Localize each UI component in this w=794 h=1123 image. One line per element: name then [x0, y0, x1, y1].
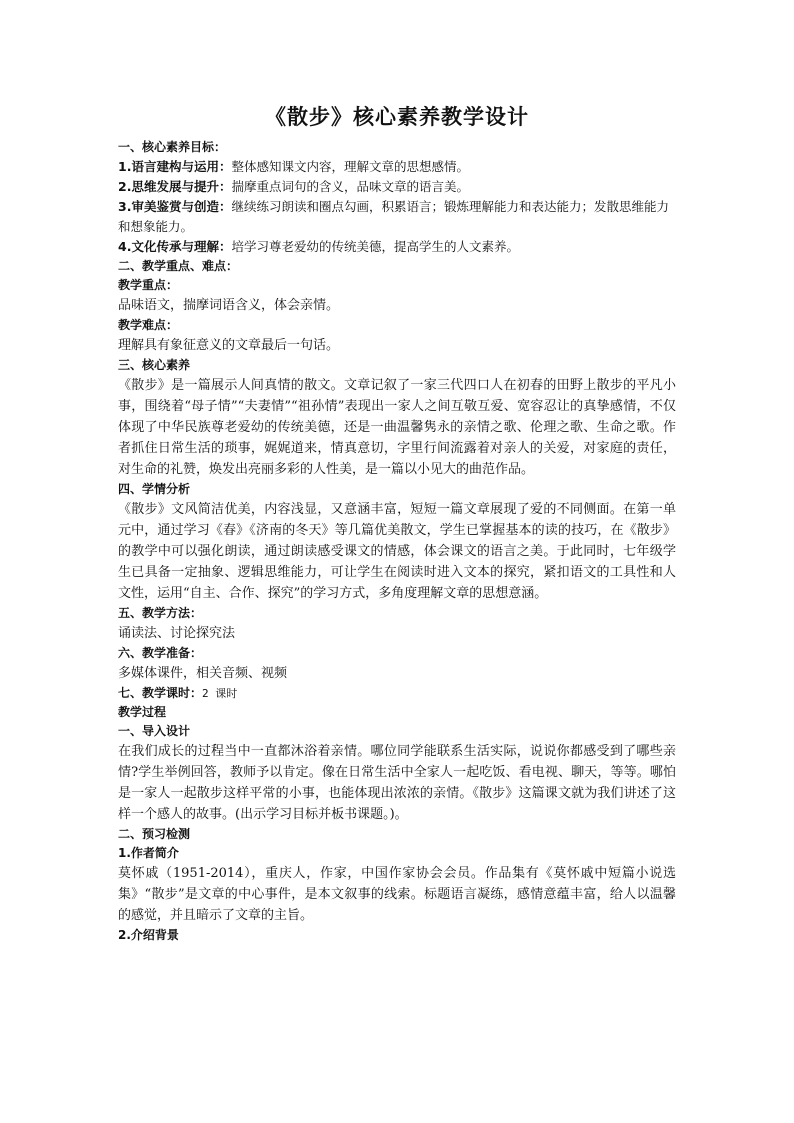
- learner-analysis-paragraph: 《散步》文风简洁优美，内容浅显，又意涵丰富，短短一篇文章展现了爱的不同侧面。在第一单元中，通过学习《春》《济南的冬天》等几篇优美散文，学生已掌握基本的读的技巧，在《散步》的教学中可以强化朗读，通过朗读感受课文的情感，体会课文的语言之美。于此同时，七年级学生已具备一定抽象、逻辑思维能力，可让学生在阅读时进入文本的探究，紧扣语文的工具性和人文性，运用“自主、合作、探究”的学习方式，多角度理解文章的思想意涵。: [118, 502, 676, 601]
- subheading-intro: 一、导入设计: [118, 724, 191, 738]
- author-paragraph: 莫怀戚（1951-2014），重庆人，作家，中国作家协会会员。作品集有《莫怀戚中短篇小说选集》“散步”是文章的中心事件，是本文叙事的线索。标题语言凝练，感情意蕴丰富，给人以温馨的感觉，并且暗示了文章的主旨。: [118, 866, 676, 923]
- objective-label: 3.审美鉴赏与创造：: [118, 199, 232, 214]
- objective-item: [118, 197, 676, 237]
- objective-item: [118, 157, 676, 177]
- subheading-background: 2.介绍背景: [118, 928, 179, 942]
- preparation-text: 多媒体课件，相关音频、视频: [118, 666, 288, 681]
- objective-label: 4.文化传承与理解：: [118, 239, 232, 254]
- document-title: 《散步》核心素养教学设计: [265, 105, 529, 129]
- difficulty-label: 教学难点：: [118, 318, 179, 332]
- methods-text: 诵读法、讨论探究法: [118, 626, 236, 641]
- objective-text: 培学习尊老爱幼的传统美德，提高学生的人文素养。: [231, 239, 519, 254]
- section-heading-methods: 五、教学方法：: [118, 606, 203, 620]
- section-heading-objectives: 一、核心素养目标：: [118, 140, 227, 154]
- section-heading-key-points: 二、教学重点、难点：: [118, 259, 239, 273]
- objective-label: 1.语言建构与运用：: [118, 159, 232, 174]
- objective-item: [118, 237, 676, 257]
- key-point-text: 品味语文，揣摩词语含义，体会亲情。: [118, 298, 340, 313]
- key-point-label: 教学重点：: [118, 278, 179, 292]
- section-heading-class-hours: [118, 684, 676, 703]
- section-heading-core-literacy: 三、核心素养: [118, 358, 191, 372]
- difficulty-text: 理解具有象征意义的文章最后一句话。: [118, 338, 340, 353]
- objective-item: [118, 177, 676, 197]
- core-literacy-paragraph: 《散步》是一篇展示人间真情的散文。文章记叙了一家三代四口人在初春的田野上散步的平凡小事，围绕着“母子情”“夫妻情”“祖孙情”表现出一家人之间互敬互爱、宽容忍让的真挚感情，不仅体现了中华民族尊老爱幼的传统美德，还是一曲温馨隽永的亲情之歌、伦理之歌、生命之歌。作者抓住日常生活的琐事，娓娓道来，情真意切，字里行间流露着对亲人的关爱，对家庭的责任，对生命的礼赞，焕发出亮丽多彩的人性美，是一篇以小见大的曲范作品。: [118, 378, 676, 477]
- intro-paragraph: 在我们成长的过程当中一直都沐浴着亲情。哪位同学能联系生活实际，说说你都感受到了哪些亲情?学生举例回答，教师予以肯定。像在日常生活中全家人一起吃饭、看电视、聊天，等等。哪怕是一家人一起散步这样平常的小事，也能体现出浓浓的亲情。《散步》这篇课文就为我们讲述了这样一个感人的故事。(出示学习目标并板书课题。)。: [118, 744, 676, 822]
- section-heading-process: 教学过程: [118, 705, 167, 719]
- objective-text: 揣摩重点词句的含义，品味文章的语言美。: [231, 179, 469, 194]
- section-heading-learner-analysis: 四、学情分析: [118, 482, 191, 496]
- subheading-preview: 二、预习检测: [118, 827, 191, 841]
- objective-label: 2.思维发展与提升：: [118, 179, 232, 194]
- objective-text: 整体感知课文内容，理解文章的思想感情。: [231, 159, 469, 174]
- class-hours-label: 七、教学课时：: [118, 686, 203, 700]
- section-heading-preparation: 六、教学准备：: [118, 646, 203, 660]
- class-hours-value: 2 课时: [202, 687, 238, 700]
- subheading-author: 1.作者简介: [118, 846, 179, 860]
- objective-text: 继续练习朗读和圈点勾画，积累语言；锻炼理解能力和表达能力；发散思维能力和想象能力。: [118, 199, 669, 234]
